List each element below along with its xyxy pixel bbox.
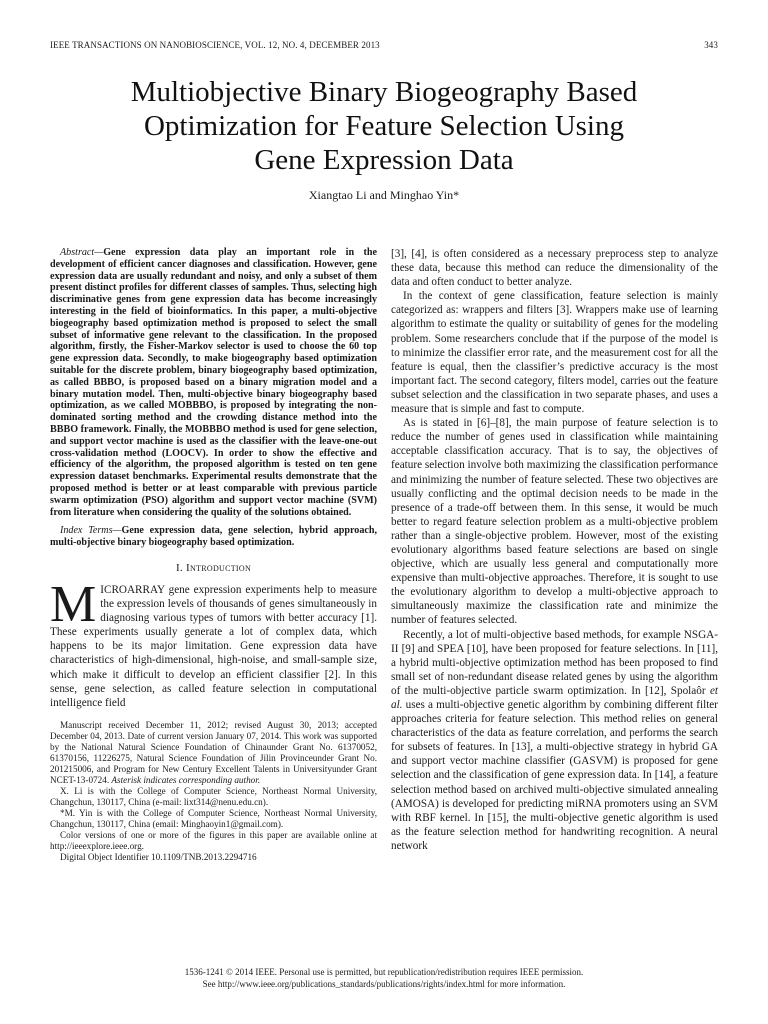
footnote-manuscript-text: Manuscript received December 11, 2012; revised August 30, 2013; accepted December 04, 2013. Date of current version January 07, 2014. This work was supported by the National Natural Science Foundation of Chinaunder Grant No. 61370052, 61370156, 11226275, Natural Science Foundation of Jilin Provinceunder Grant No. 201215006, and Program for New Century Excellent Talents in Universityunder Grant NCET-13-0724. <box>50 719 377 785</box>
footnote-corresponding: Asterisk indicates corresponding author. <box>111 774 261 785</box>
section-title: Introduction <box>186 561 252 574</box>
left-column <box>50 247 377 863</box>
body-paragraph-2: In the context of gene classification, feature selection is mainly categorized as: wrappers and filters [3]. Wrappers make use of learning algorithm to estimate the quality or suitability of genes for the modeling problem. Some researchers conclude that if the purpose of the model is to minimize the classifier error rate, and the measurement cost for all the feature is equal, then the classifier’s predictive accuracy is the most important fact. The second category, filters model, carries out the feature subset selection and the classification in two separate phases, and uses a measure that is simple and fast to compute. <box>391 290 718 416</box>
title-line-1: Multiobjective Binary Biogeography Based <box>130 76 638 108</box>
abstract <box>50 247 377 518</box>
rights-link-line: See http://www.ieee.org/publications_standards/publications/rights/index.html for more information. <box>202 979 566 989</box>
author-list: Xiangtao Li and Minghao Yin* <box>308 188 460 202</box>
footnotes <box>50 720 377 863</box>
body-paragraph-4-part-a: Recently, a lot of multi-objective based methods, for example NSGA-II [9] and SPEA [10], have been proposed for feature selections. In [11], a hybrid multi-objective optimization method has been proposed to find small set of non-redundant disease related genes by using the algorithm of the multi-objective particle swarm optimization. In [12], Spolaôr <box>391 628 718 697</box>
running-header <box>50 40 718 50</box>
index-terms-text: Gene expression data, gene selection, hybrid approach, multi-objective binary biogeography based optimization. <box>50 525 377 549</box>
abstract-text: Gene expression data play an important role in the development of efficient cancer diagnoses and classification. However, gene expression data are usually redundant and noisy, and only a subset of them present distinct profiles for different classes of samples. Thus, selecting high discriminative genes from gene expression data has become increasingly interesting in the field of bioinformatics. In this paper, a multi-objective biogeography based optimization method is proposed to select the small subset of informative gene relevant to the classification. In the proposed algorithm, firstly, the Fisher-Markov selector is used to choose the 60 top gene expression data. Secondly, to make biogeography based optimization suitable for the discrete problem, binary biogeography based optimization, as called BBBO, is proposed based on a binary migration model and a binary mutation model. Then, multi-objective binary biogeography based optimization, as we called MOBBBO, is proposed by integrating the non-dominated sorting method and the crowding distance method into the BBBO framework. Finally, the MOBBBO method is used for gene selection, and support vector machine is used as the classifier with the leave-one-out cross-validation method (LOOCV). In order to show the effective and efficiency of the algorithm, the proposed algorithm is tested on ten gene expression dataset benchmarks. Experimental results demonstrate that the proposed method is better or at least comparable with previous particle swarm optimization (PSO) algorithm and support vector machine (SVM) from literature when considering the quality of the solutions obtained. <box>50 247 377 518</box>
footnote-color-versions: Color versions of one or more of the figures in this paper are available online at http://ieeexplore.ieee.org. <box>50 829 377 851</box>
index-terms-lead: Index Terms— <box>60 525 122 537</box>
page-number: 343 <box>704 40 718 50</box>
intro-paragraph-1 <box>50 576 377 710</box>
paper-title <box>60 75 708 177</box>
footnote-author-li: X. Li is with the College of Computer Science, Northeast Normal University, Changchun, 130117, China (e-mail: lixt314@nenu.edu.cn). <box>50 785 377 807</box>
footnote-doi: Digital Object Identifier 10.1109/TNB.2013.2294716 <box>60 851 257 862</box>
et-al: et al. <box>391 684 719 711</box>
drop-cap: M <box>50 576 97 634</box>
footnote-author-yin: *M. Yin is with the College of Computer Science, Northeast Normal University, Changchun, 130117, China (email: Minghaoyin1@gmail.com). <box>50 807 377 829</box>
body-paragraph-4 <box>391 628 718 854</box>
copyright-line: 1536-1241 © 2014 IEEE. Personal use is permitted, but republication/redistribution requires IEEE permission. <box>184 967 584 977</box>
title-line-3: Gene Expression Data <box>254 144 514 176</box>
section-numeral: I. <box>175 561 187 574</box>
right-column <box>391 247 718 853</box>
body-paragraph-4-part-b: uses a multi-objective genetic algorithm by combining different filter approaches criteria for feature selection. This method relies on general characteristics of the data as feature correlation, and performs the search for subsets of features. In [13], a multi-objective strategy in hybrid GA and support vector machine classifier (GASVM) is proposed for gene selection and the classification of gene expression data. In [14], a feature selection method based on archived multi-objective simulated annealing (AMOSA) is developed for predicting miRNA promoters using an SVM with RBF kernel. In [15], the multi-objective genetic algorithm is used as the feature selection method for handwriting recognition. A neural network <box>391 699 718 852</box>
index-terms <box>50 525 377 549</box>
journal-name: IEEE TRANSACTIONS ON NANOBIOSCIENCE, VOL. 12, NO. 4, DECEMBER 2013 <box>50 40 380 50</box>
abstract-lead: Abstract— <box>60 247 104 258</box>
intro-paragraph-1-text: ICROARRAY gene expression experiments help to measure the expression levels of thousands of genes simultaneously in diagnosing various types of tumors with better accuracy [1]. These experiments usually generate a lot of complex data, which happens to be its major limitation. Gene expression data have characteristics of high-dimensional, high-noise, and small-sample size, which make it difficult to develop an efficient classifier [2]. In this sense, gene selection, as called feature selection in computational intelligence field <box>50 584 377 709</box>
body-paragraph-1: [3], [4], is often considered as a necessary preprocess step to analyze these data, because this method can reduce the dimensionality of the data and often conduct to better analyze. <box>391 248 718 289</box>
footnote-manuscript <box>50 720 377 786</box>
section-heading-introduction <box>50 561 377 575</box>
copyright-footer <box>60 966 708 990</box>
body-paragraph-3: As is stated in [6]–[8], the main purpose of feature selection is to reduce the number of genes used in classification while maintaining acceptable classification accuracy. That is to say, the objectives of feature selection involve both maximizing the classification performance and minimizing the number of feature selected. These two objectives are usually conflicting and the optimal decision needs to be made in the presence of a trade-off between them. In this sense, it would be much better to regard feature selection problem as a multi-objective problem rather than a single-objective problem. However, most of the existing evolutionary algorithms based feature selections are based on single objective, which are usually less general and computationally more expensive than multi-objective approaches. Therefore, it is sought to use the evolutionary algorithm to develop a multi-objective approach to simultaneously maximize the classification rate and minimize the number of features selected. <box>391 417 718 627</box>
title-line-2: Optimization for Feature Selection Using <box>143 110 624 142</box>
